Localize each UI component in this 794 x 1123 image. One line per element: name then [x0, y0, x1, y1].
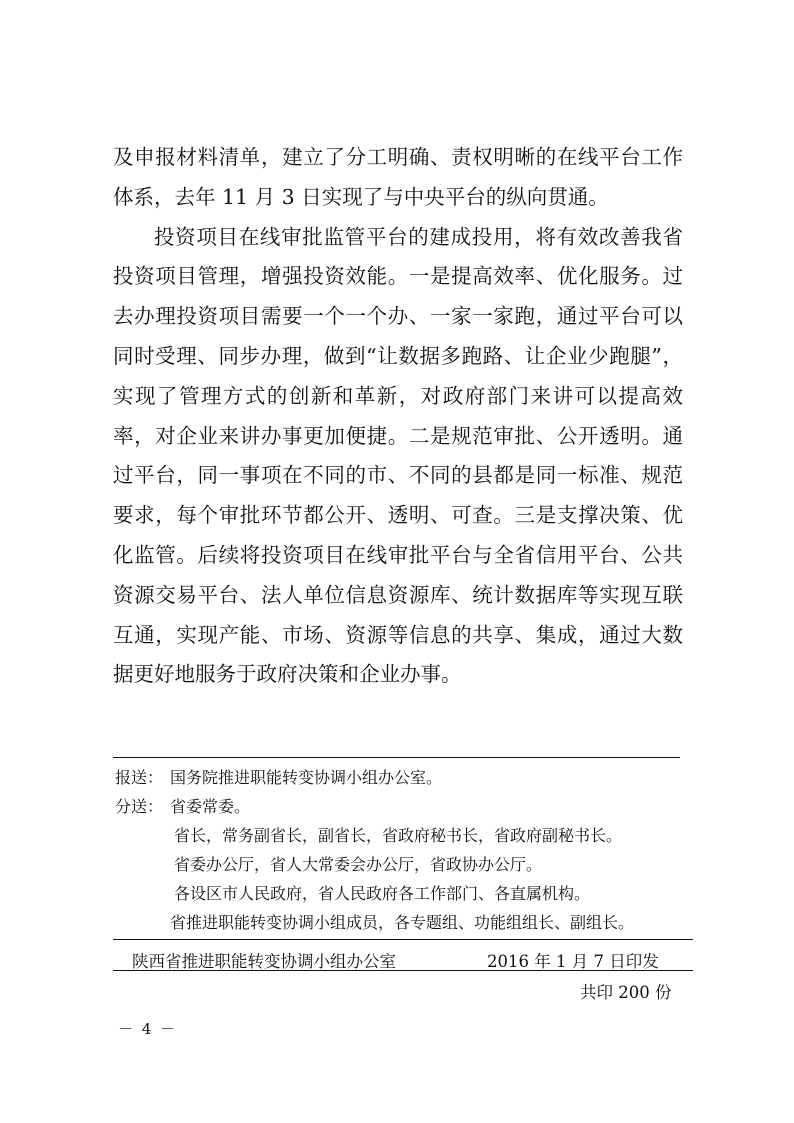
issue-date: 2016 年 1 月 7 日印发: [487, 952, 659, 971]
page-number: － 4 －: [118, 1020, 178, 1038]
paragraph-2-line-10: 资源交易平台、法人单位信息资源库、统计数据库等实现互联: [113, 582, 683, 607]
paragraph-1-line-2: 体系，去年 11 月 3 日实现了与中央平台的纵向贯通。: [113, 184, 609, 209]
paragraph-2-line-9: 化监管。后续将投资项目在线审批平台与全省信用平台、公共: [113, 542, 683, 567]
report-to-label: 报送：: [115, 768, 164, 787]
paragraph-2-line-1: 投资项目在线审批监管平台的建成投用，将有效改善我省: [154, 224, 683, 249]
paragraph-2-line-12: 据更好地服务于政府决策和企业办事。: [113, 662, 462, 687]
issuer-name: 陕西省推进职能转变协调小组办公室: [132, 952, 396, 971]
copy-to-line-4: 各设区市人民政府，省人民政府各工作部门、各直属机构。: [174, 884, 591, 903]
copy-to-line-1: 省委常委。: [170, 797, 251, 816]
copy-to-label: 分送：: [115, 797, 164, 816]
copy-to-line-5: 省推进职能转变协调小组成员，各专题组、功能组组长、副组长。: [170, 913, 635, 932]
copies-count: 共印 200 份: [580, 983, 672, 1002]
report-to-text: 国务院推进职能转变协调小组办公室。: [170, 768, 443, 787]
paragraph-2-line-7: 过平台，同一事项在不同的市、不同的县都是同一标准、规范: [113, 463, 683, 488]
issuer-top-rule: [113, 939, 693, 940]
body-text: [113, 138, 683, 695]
paragraph-2-line-4: 同时受理、同步办理，做到“让数据多跑路、让企业少跑腿”，: [113, 343, 683, 368]
issuer-bottom-rule: [113, 970, 693, 971]
copy-to-line-3: 省委办公厅，省人大常委会办公厅，省政协办公厅。: [174, 855, 543, 874]
paragraph-2-line-8: 要求，每个审批环节都公开、透明、可查。三是支撑决策、优: [113, 503, 683, 528]
distribution-top-rule: [113, 757, 680, 758]
copy-to-line-2: 省长，常务副省长，副省长，省政府秘书长，省政府副秘书长。: [174, 826, 623, 845]
paragraph-2-line-3: 去办理投资项目需要一个一个办、一家一家跑，通过平台可以: [113, 304, 683, 329]
paragraph-1-line-1: 及申报材料清单，建立了分工明确、责权明晰的在线平台工作: [113, 145, 683, 169]
paragraph-2-line-6: 率，对企业来讲办事更加便捷。二是规范审批、公开透明。通: [113, 423, 683, 448]
paragraph-2-line-5: 实现了管理方式的创新和革新，对政府部门来讲可以提高效: [113, 383, 683, 408]
paragraph-2-line-11: 互通，实现产能、市场、资源等信息的共享、集成，通过大数: [113, 622, 683, 647]
paragraph-2-line-2: 投资项目管理，增强投资效能。一是提高效率、优化服务。过: [113, 264, 683, 289]
